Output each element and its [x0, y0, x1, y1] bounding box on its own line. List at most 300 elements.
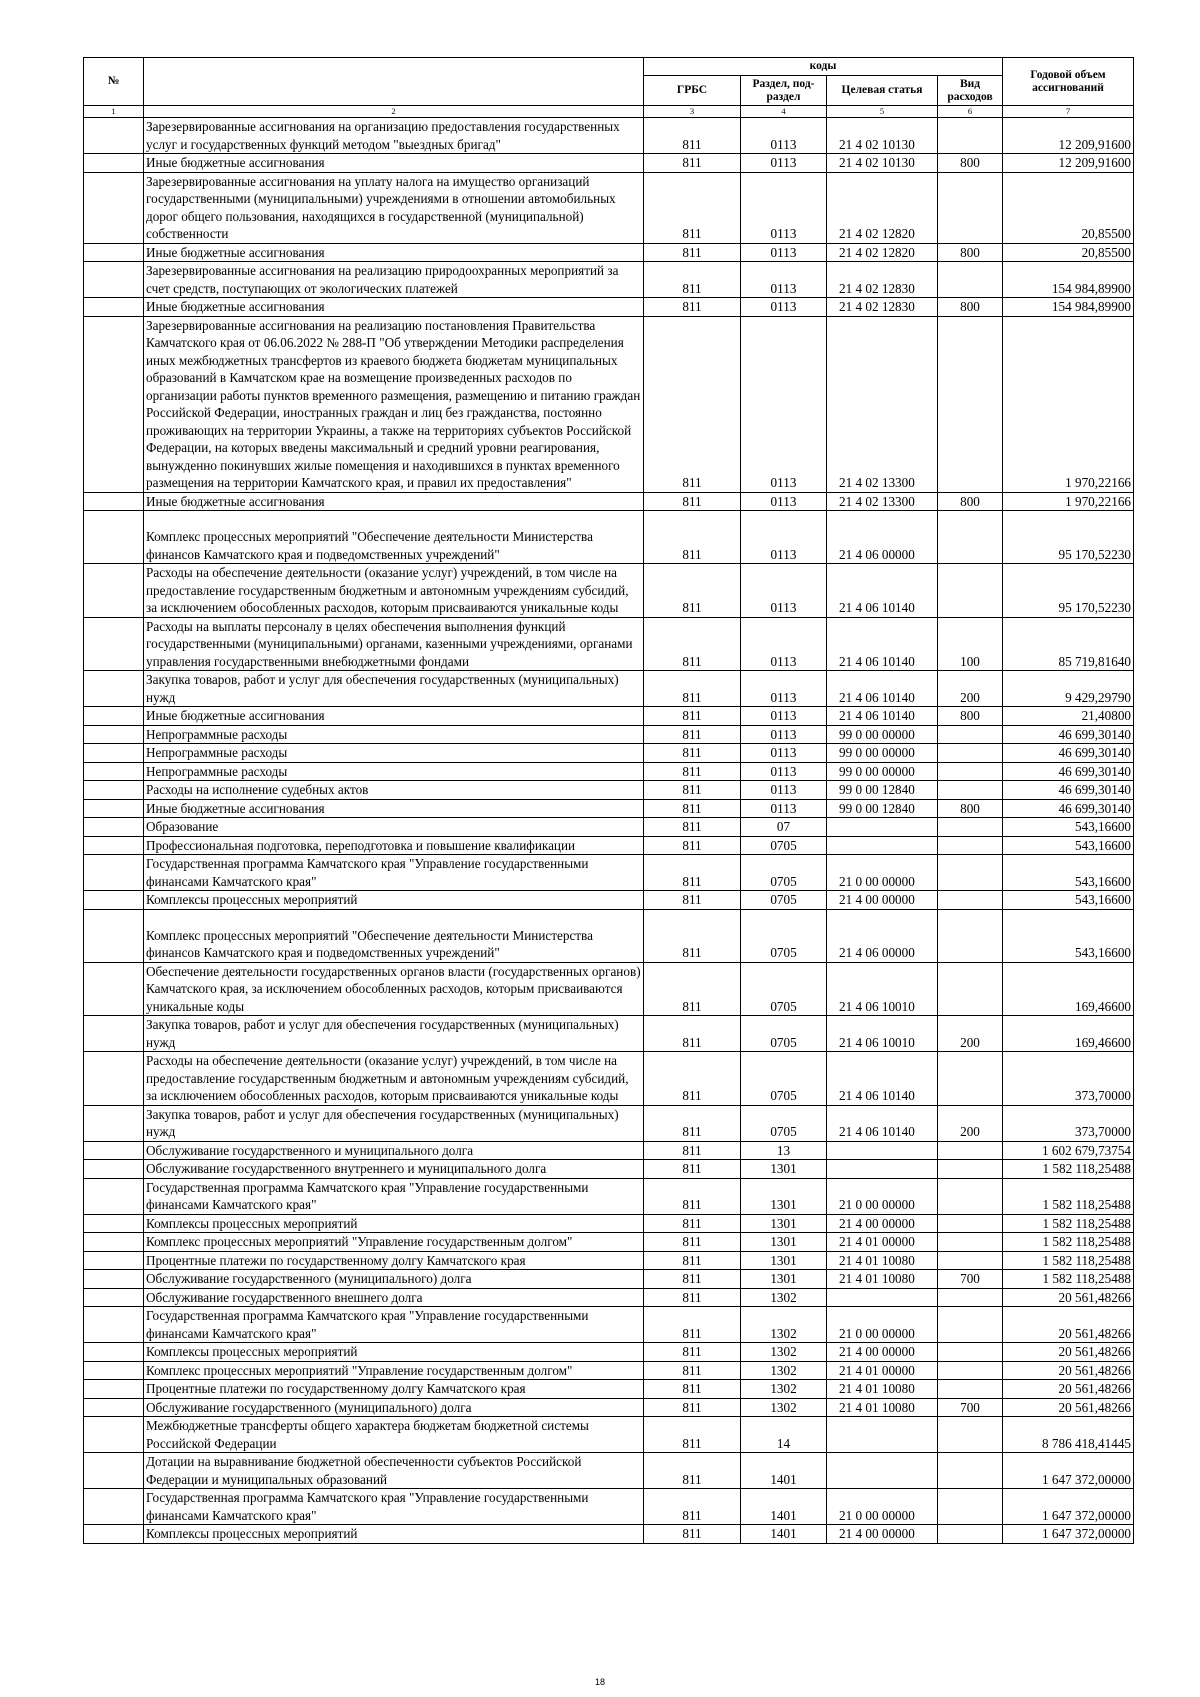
section-cell: 1301: [741, 1251, 827, 1270]
table-row: [84, 172, 1134, 243]
section-cell: 1401: [741, 1525, 827, 1544]
name-cell: Комплексы процессных мероприятий: [144, 1214, 644, 1233]
amount-cell: 1 582 118,25488: [1003, 1178, 1134, 1214]
target-cell: 21 4 02 13300: [827, 492, 938, 511]
amount-cell: 373,70000: [1003, 1052, 1134, 1106]
kind-cell: [938, 1288, 1003, 1307]
grbs-cell: 811: [644, 243, 741, 262]
amount-cell: 169,46600: [1003, 1016, 1134, 1052]
target-cell: 21 4 06 10010: [827, 962, 938, 1016]
amount-cell: 373,70000: [1003, 1105, 1134, 1141]
grbs-cell: 811: [644, 799, 741, 818]
table-row: [84, 1489, 1134, 1525]
num-cell: [84, 836, 144, 855]
target-cell: 99 0 00 00000: [827, 744, 938, 763]
amount-cell: 85 719,81640: [1003, 617, 1134, 671]
grbs-cell: 811: [644, 671, 741, 707]
grbs-cell: 811: [644, 1251, 741, 1270]
table-row: [84, 855, 1134, 891]
kind-cell: [938, 962, 1003, 1016]
num-cell: [84, 118, 144, 154]
grbs-cell: 811: [644, 891, 741, 910]
target-cell: [827, 1453, 938, 1489]
amount-cell: 543,16600: [1003, 836, 1134, 855]
target-cell: 21 4 02 12830: [827, 298, 938, 317]
section-cell: 07: [741, 818, 827, 837]
name-cell: Зарезервированные ассигнования на уплату налога на имущество организаций государственными (муниципальными) учреждениями в отношении автомобильных дорог общего пользования, находящихся в государственной (муниципальной) собственности: [144, 172, 644, 243]
target-cell: 21 4 06 10140: [827, 707, 938, 726]
amount-cell: 20,85500: [1003, 172, 1134, 243]
num-cell: [84, 1160, 144, 1179]
header-idx: 2: [144, 106, 644, 118]
amount-cell: 543,16600: [1003, 909, 1134, 962]
amount-cell: 46 699,30140: [1003, 799, 1134, 818]
section-cell: 0113: [741, 172, 827, 243]
kind-cell: [938, 262, 1003, 298]
name-cell: Государственная программа Камчатского края "Управление государственными финансами Камчатского края": [144, 1307, 644, 1343]
kind-cell: 800: [938, 799, 1003, 818]
grbs-cell: 811: [644, 762, 741, 781]
num-cell: [84, 891, 144, 910]
name-cell: Обслуживание государственного внешнего долга: [144, 1288, 644, 1307]
table-row: [84, 1398, 1134, 1417]
grbs-cell: 811: [644, 1016, 741, 1052]
num-cell: [84, 744, 144, 763]
kind-cell: [938, 1417, 1003, 1453]
amount-cell: 46 699,30140: [1003, 725, 1134, 744]
num-cell: [84, 1453, 144, 1489]
budget-table: [83, 57, 1134, 1544]
kind-cell: [938, 118, 1003, 154]
name-cell: Государственная программа Камчатского края "Управление государственными финансами Камчатского края": [144, 855, 644, 891]
header-idx: 4: [741, 106, 827, 118]
amount-cell: 169,46600: [1003, 962, 1134, 1016]
kind-cell: [938, 1453, 1003, 1489]
num-cell: [84, 1307, 144, 1343]
kind-cell: [938, 1343, 1003, 1362]
num-cell: [84, 1343, 144, 1362]
section-cell: 0113: [741, 671, 827, 707]
kind-cell: 800: [938, 298, 1003, 317]
kind-cell: 200: [938, 1016, 1003, 1052]
name-cell: Комплекс процессных мероприятий "Обеспечение деятельности Министерства финансов Камчатского края и подведомственных учреждений": [144, 909, 644, 962]
table-row: [84, 799, 1134, 818]
amount-cell: 20 561,48266: [1003, 1307, 1134, 1343]
table-row: [84, 762, 1134, 781]
target-cell: 21 4 02 12820: [827, 243, 938, 262]
kind-cell: [938, 1380, 1003, 1399]
section-cell: 0705: [741, 962, 827, 1016]
table-row: [84, 118, 1134, 154]
num-cell: [84, 564, 144, 618]
name-cell: Непрограммные расходы: [144, 762, 644, 781]
section-cell: 0113: [741, 744, 827, 763]
name-cell: Комплексы процессных мероприятий: [144, 891, 644, 910]
table-row: [84, 891, 1134, 910]
table-row: [84, 1214, 1134, 1233]
section-cell: 1302: [741, 1398, 827, 1417]
table-row: [84, 1160, 1134, 1179]
kind-cell: [938, 172, 1003, 243]
table-row: [84, 1525, 1134, 1544]
target-cell: 21 4 00 00000: [827, 1343, 938, 1362]
grbs-cell: 811: [644, 154, 741, 173]
num-cell: [84, 154, 144, 173]
kind-cell: [938, 781, 1003, 800]
section-cell: 1302: [741, 1380, 827, 1399]
name-cell: Обслуживание государственного внутреннего и муниципального долга: [144, 1160, 644, 1179]
amount-cell: 12 209,91600: [1003, 154, 1134, 173]
amount-cell: 1 647 372,00000: [1003, 1525, 1134, 1544]
section-cell: 1301: [741, 1214, 827, 1233]
table-row: [84, 725, 1134, 744]
amount-cell: 9 429,29790: [1003, 671, 1134, 707]
target-cell: 21 4 01 10080: [827, 1270, 938, 1289]
grbs-cell: 811: [644, 818, 741, 837]
kind-cell: [938, 1361, 1003, 1380]
name-cell: Межбюджетные трансферты общего характера бюджетам бюджетной системы Российской Федерации: [144, 1417, 644, 1453]
grbs-cell: 811: [644, 1489, 741, 1525]
grbs-cell: 811: [644, 564, 741, 618]
name-cell: Закупка товаров, работ и услуг для обеспечения государственных (муниципальных) нужд: [144, 1105, 644, 1141]
num-cell: [84, 243, 144, 262]
table-row: [84, 243, 1134, 262]
grbs-cell: 811: [644, 118, 741, 154]
kind-cell: [938, 1525, 1003, 1544]
grbs-cell: 811: [644, 1417, 741, 1453]
header-name: [144, 58, 644, 106]
target-cell: 21 4 06 10140: [827, 617, 938, 671]
num-cell: [84, 1417, 144, 1453]
name-cell: Комплексы процессных мероприятий: [144, 1343, 644, 1362]
kind-cell: [938, 1251, 1003, 1270]
grbs-cell: 811: [644, 855, 741, 891]
name-cell: Комплексы процессных мероприятий: [144, 1525, 644, 1544]
name-cell: Зарезервированные ассигнования на реализацию природоохранных мероприятий за счет средств, поступающих от экологических платежей: [144, 262, 644, 298]
num-cell: [84, 855, 144, 891]
grbs-cell: 811: [644, 781, 741, 800]
name-cell: Расходы на обеспечение деятельности (оказание услуг) учреждений, в том числе на предоставление государственным бюджетным и автономным учреждениям субсидий, за исключением обособленных расходов, которым присваиваются уникальные коды: [144, 1052, 644, 1106]
target-cell: 21 4 01 10080: [827, 1398, 938, 1417]
num-cell: [84, 1489, 144, 1525]
amount-cell: 20 561,48266: [1003, 1288, 1134, 1307]
amount-cell: 1 647 372,00000: [1003, 1489, 1134, 1525]
kind-cell: [938, 511, 1003, 564]
section-cell: 0705: [741, 891, 827, 910]
amount-cell: 1 582 118,25488: [1003, 1214, 1134, 1233]
num-cell: [84, 1270, 144, 1289]
table-row: [84, 962, 1134, 1016]
amount-cell: 21,40800: [1003, 707, 1134, 726]
header-grbs: ГРБС: [644, 76, 741, 106]
num-cell: [84, 762, 144, 781]
section-cell: 13: [741, 1141, 827, 1160]
section-cell: 0705: [741, 855, 827, 891]
name-cell: Обслуживание государственного (муниципального) долга: [144, 1270, 644, 1289]
table-row: [84, 744, 1134, 763]
target-cell: 21 4 06 10140: [827, 1105, 938, 1141]
grbs-cell: 811: [644, 1160, 741, 1179]
target-cell: 21 4 06 10140: [827, 564, 938, 618]
grbs-cell: 811: [644, 744, 741, 763]
name-cell: Иные бюджетные ассигнования: [144, 154, 644, 173]
target-cell: [827, 836, 938, 855]
amount-cell: 20 561,48266: [1003, 1343, 1134, 1362]
target-cell: 99 0 00 00000: [827, 762, 938, 781]
name-cell: Государственная программа Камчатского края "Управление государственными финансами Камчатского края": [144, 1178, 644, 1214]
grbs-cell: 811: [644, 1178, 741, 1214]
amount-cell: 1 582 118,25488: [1003, 1251, 1134, 1270]
table-row: [84, 1251, 1134, 1270]
num-cell: [84, 617, 144, 671]
amount-cell: 1 582 118,25488: [1003, 1160, 1134, 1179]
section-cell: 1301: [741, 1270, 827, 1289]
section-cell: 0705: [741, 1052, 827, 1106]
kind-cell: [938, 1233, 1003, 1252]
table-row: [84, 1343, 1134, 1362]
amount-cell: 1 970,22166: [1003, 316, 1134, 492]
section-cell: 1401: [741, 1489, 827, 1525]
grbs-cell: 811: [644, 1105, 741, 1141]
num-cell: [84, 909, 144, 962]
name-cell: Зарезервированные ассигнования на организацию предоставления государственных услуг и государственных функций методом "выездных бригад": [144, 118, 644, 154]
section-cell: 0113: [741, 316, 827, 492]
name-cell: Дотации на выравнивание бюджетной обеспеченности субъектов Российской Федерации и муниципальных образований: [144, 1453, 644, 1489]
grbs-cell: 811: [644, 1141, 741, 1160]
target-cell: 21 4 06 10010: [827, 1016, 938, 1052]
target-cell: 99 0 00 00000: [827, 725, 938, 744]
kind-cell: [938, 744, 1003, 763]
target-cell: 21 0 00 00000: [827, 1307, 938, 1343]
target-cell: 21 4 06 00000: [827, 909, 938, 962]
table-row: [84, 1453, 1134, 1489]
kind-cell: [938, 1307, 1003, 1343]
table-row: [84, 836, 1134, 855]
grbs-cell: 811: [644, 1343, 741, 1362]
num-cell: [84, 1233, 144, 1252]
name-cell: Профессиональная подготовка, переподготовка и повышение квалификации: [144, 836, 644, 855]
table-row: [84, 316, 1134, 492]
target-cell: [827, 1288, 938, 1307]
kind-cell: [938, 1214, 1003, 1233]
num-cell: [84, 818, 144, 837]
grbs-cell: 811: [644, 1380, 741, 1399]
kind-cell: 100: [938, 617, 1003, 671]
grbs-cell: 811: [644, 1233, 741, 1252]
amount-cell: 543,16600: [1003, 891, 1134, 910]
kind-cell: [938, 564, 1003, 618]
section-cell: 1401: [741, 1453, 827, 1489]
section-cell: 0113: [741, 511, 827, 564]
num-cell: [84, 962, 144, 1016]
section-cell: 1302: [741, 1288, 827, 1307]
section-cell: 0113: [741, 118, 827, 154]
target-cell: 21 0 00 00000: [827, 1178, 938, 1214]
num-cell: [84, 1052, 144, 1106]
num-cell: [84, 1178, 144, 1214]
section-cell: 0705: [741, 836, 827, 855]
name-cell: Иные бюджетные ассигнования: [144, 298, 644, 317]
amount-cell: 1 582 118,25488: [1003, 1270, 1134, 1289]
section-cell: 0113: [741, 262, 827, 298]
num-cell: [84, 316, 144, 492]
kind-cell: [938, 762, 1003, 781]
section-cell: 14: [741, 1417, 827, 1453]
num-cell: [84, 172, 144, 243]
amount-cell: 20 561,48266: [1003, 1398, 1134, 1417]
header-codes: коды: [644, 58, 1003, 76]
num-cell: [84, 799, 144, 818]
kind-cell: 700: [938, 1398, 1003, 1417]
name-cell: Комплекс процессных мероприятий "Управление государственным долгом": [144, 1361, 644, 1380]
section-cell: 0113: [741, 707, 827, 726]
target-cell: 21 4 01 10080: [827, 1380, 938, 1399]
num-cell: [84, 1380, 144, 1399]
target-cell: 21 4 02 12830: [827, 262, 938, 298]
target-cell: [827, 1417, 938, 1453]
grbs-cell: 811: [644, 1525, 741, 1544]
section-cell: 1301: [741, 1178, 827, 1214]
table-row: [84, 511, 1134, 564]
name-cell: Процентные платежи по государственному долгу Камчатского края: [144, 1380, 644, 1399]
target-cell: 21 0 00 00000: [827, 1489, 938, 1525]
name-cell: Непрограммные расходы: [144, 725, 644, 744]
grbs-cell: 811: [644, 1270, 741, 1289]
header-idx: 7: [1003, 106, 1134, 118]
table-row: [84, 1016, 1134, 1052]
table-row: [84, 1105, 1134, 1141]
num-cell: [84, 492, 144, 511]
amount-cell: 154 984,89900: [1003, 262, 1134, 298]
section-cell: 1302: [741, 1343, 827, 1362]
target-cell: 21 0 00 00000: [827, 855, 938, 891]
amount-cell: 46 699,30140: [1003, 744, 1134, 763]
section-cell: 0113: [741, 617, 827, 671]
num-cell: [84, 1398, 144, 1417]
kind-cell: [938, 855, 1003, 891]
amount-cell: 1 970,22166: [1003, 492, 1134, 511]
kind-cell: 700: [938, 1270, 1003, 1289]
kind-cell: [938, 891, 1003, 910]
target-cell: 21 4 00 00000: [827, 1525, 938, 1544]
grbs-cell: 811: [644, 172, 741, 243]
name-cell: Закупка товаров, работ и услуг для обеспечения государственных (муниципальных) нужд: [144, 1016, 644, 1052]
table-row: [84, 262, 1134, 298]
grbs-cell: 811: [644, 962, 741, 1016]
kind-cell: [938, 818, 1003, 837]
amount-cell: 46 699,30140: [1003, 781, 1134, 800]
target-cell: [827, 1141, 938, 1160]
target-cell: 21 4 00 00000: [827, 1214, 938, 1233]
kind-cell: 800: [938, 492, 1003, 511]
target-cell: 21 4 02 10130: [827, 118, 938, 154]
section-cell: 0113: [741, 243, 827, 262]
header-idx: 1: [84, 106, 144, 118]
header-section: Раздел, под-раздел: [741, 76, 827, 106]
grbs-cell: 811: [644, 617, 741, 671]
num-cell: [84, 1141, 144, 1160]
num-cell: [84, 1016, 144, 1052]
target-cell: 21 4 01 10080: [827, 1251, 938, 1270]
header-kind: Вид расходов: [938, 76, 1003, 106]
name-cell: Расходы на выплаты персоналу в целях обеспечения выполнения функций государственными (муниципальными) органами, казенными учреждениями, органами управления государственными внебюджетными фондами: [144, 617, 644, 671]
kind-cell: 800: [938, 243, 1003, 262]
header-num: №: [84, 58, 144, 106]
grbs-cell: 811: [644, 836, 741, 855]
kind-cell: 200: [938, 1105, 1003, 1141]
table-row: [84, 564, 1134, 618]
num-cell: [84, 298, 144, 317]
num-cell: [84, 262, 144, 298]
num-cell: [84, 1214, 144, 1233]
section-cell: 0113: [741, 725, 827, 744]
section-cell: 0705: [741, 1105, 827, 1141]
kind-cell: 800: [938, 707, 1003, 726]
target-cell: 21 4 02 12820: [827, 172, 938, 243]
kind-cell: [938, 909, 1003, 962]
grbs-cell: 811: [644, 1052, 741, 1106]
table-row: [84, 909, 1134, 962]
num-cell: [84, 1251, 144, 1270]
amount-cell: 1 647 372,00000: [1003, 1453, 1134, 1489]
name-cell: Обслуживание государственного и муниципального долга: [144, 1141, 644, 1160]
section-cell: 1301: [741, 1160, 827, 1179]
name-cell: Иные бюджетные ассигнования: [144, 492, 644, 511]
amount-cell: 12 209,91600: [1003, 118, 1134, 154]
target-cell: [827, 818, 938, 837]
amount-cell: 20,85500: [1003, 243, 1134, 262]
name-cell: Иные бюджетные ассигнования: [144, 799, 644, 818]
table-row: [84, 1307, 1134, 1343]
amount-cell: 543,16600: [1003, 855, 1134, 891]
table-row: [84, 1270, 1134, 1289]
grbs-cell: 811: [644, 262, 741, 298]
section-cell: 0113: [741, 781, 827, 800]
table-row: [84, 1361, 1134, 1380]
kind-cell: [938, 836, 1003, 855]
section-cell: 0113: [741, 492, 827, 511]
section-cell: 0113: [741, 154, 827, 173]
name-cell: Обеспечение деятельности государственных органов власти (государственных органов) Камчатского края, за исключением обособленных расходов, которым присваиваются уникальные коды: [144, 962, 644, 1016]
name-cell: Государственная программа Камчатского края "Управление государственными финансами Камчатского края": [144, 1489, 644, 1525]
name-cell: Расходы на исполнение судебных актов: [144, 781, 644, 800]
table-row: [84, 818, 1134, 837]
target-cell: 99 0 00 12840: [827, 781, 938, 800]
target-cell: 21 4 00 00000: [827, 891, 938, 910]
header-idx: 5: [827, 106, 938, 118]
table-row: [84, 1178, 1134, 1214]
num-cell: [84, 1288, 144, 1307]
name-cell: Образование: [144, 818, 644, 837]
grbs-cell: 811: [644, 316, 741, 492]
table-row: [84, 617, 1134, 671]
kind-cell: 800: [938, 154, 1003, 173]
kind-cell: [938, 316, 1003, 492]
amount-cell: 95 170,52230: [1003, 564, 1134, 618]
table-row: [84, 1288, 1134, 1307]
table-row: [84, 1052, 1134, 1106]
kind-cell: [938, 1178, 1003, 1214]
amount-cell: 46 699,30140: [1003, 762, 1134, 781]
kind-cell: 200: [938, 671, 1003, 707]
target-cell: 21 4 01 00000: [827, 1233, 938, 1252]
num-cell: [84, 1361, 144, 1380]
grbs-cell: 811: [644, 1398, 741, 1417]
kind-cell: [938, 725, 1003, 744]
target-cell: 21 4 06 10140: [827, 671, 938, 707]
target-cell: 21 4 06 00000: [827, 511, 938, 564]
section-cell: 1301: [741, 1233, 827, 1252]
